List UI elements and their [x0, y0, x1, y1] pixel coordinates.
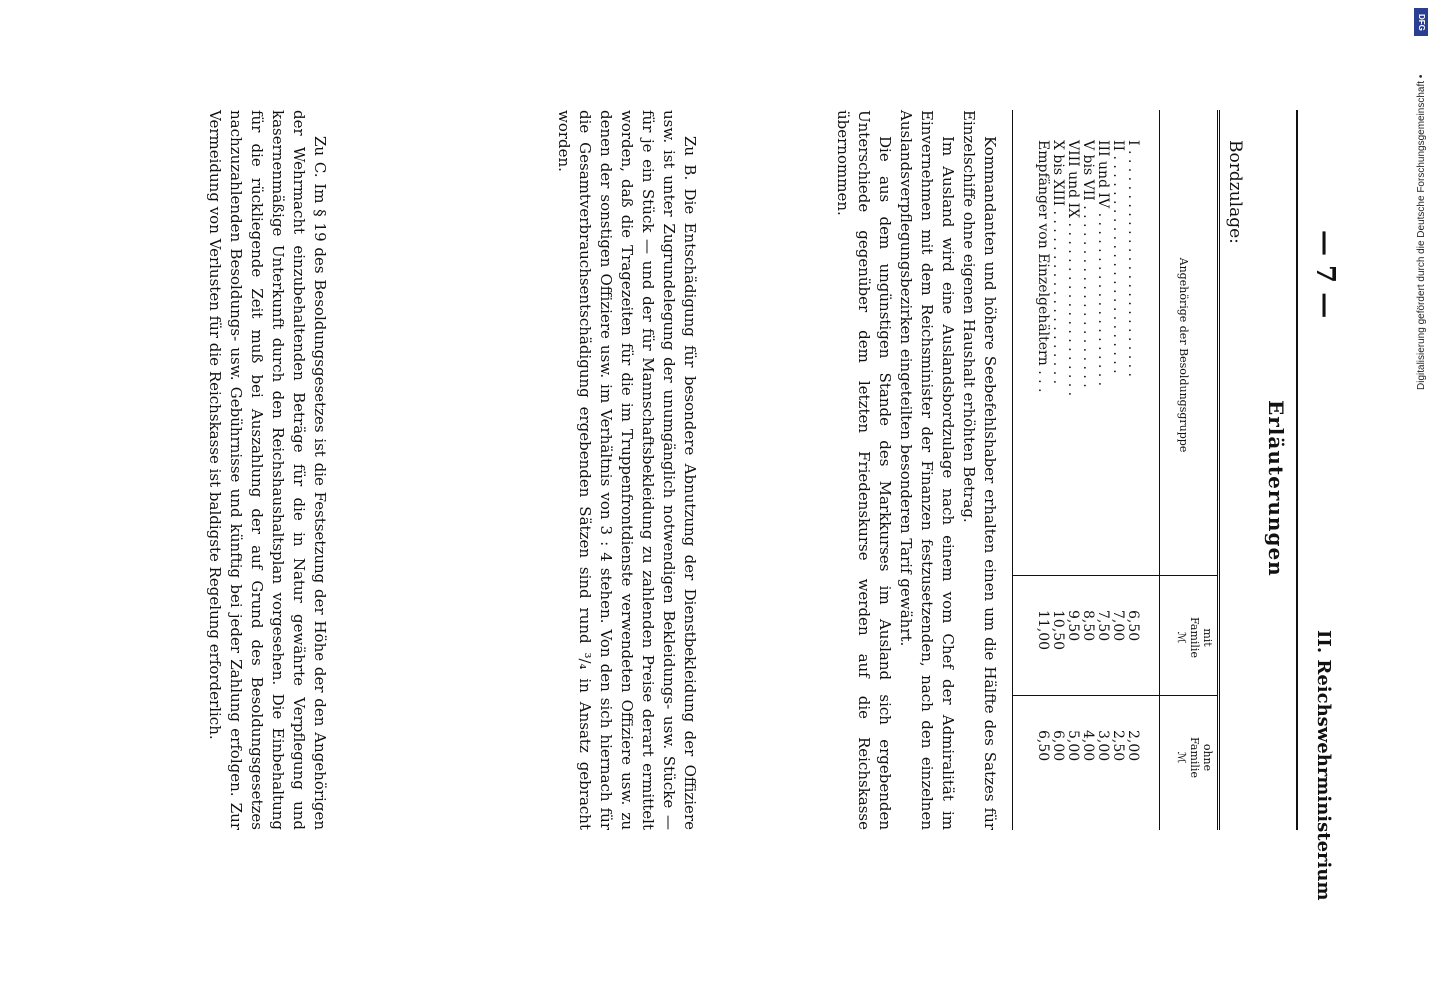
section-subheading: Bordzulage: [1225, 140, 1245, 244]
header-rule [1296, 110, 1298, 830]
row-mit: 11,00 [1035, 610, 1051, 651]
paragraph: Im Ausland wird eine Auslandsbordzulage nach einem vom Chef der Admiralität im Einvernehmen mit dem Reichsminister der Finanzen festzusetzenden, nach den einzelnen Auslandsverpflegungsbezirken eingeteilten besonderen Tarif gewährt. [897, 110, 957, 830]
row-group: III und IV . . . . . . . . . . . . . . . . . . . . [1095, 140, 1111, 387]
paragraph: Die aus dem ungünstigen Stande des Markkurses im Ausland sich ergebenden Unterschiede gegenüber dem letzten Friedenskurse werden auf die Reichskasse übernommen. [834, 110, 894, 830]
page-number: — 7 — [1310, 230, 1340, 319]
row-ohne: 2,00 [1125, 730, 1141, 762]
bordzulage-paragraphs [832, 110, 1000, 830]
row-ohne: 5,00 [1065, 730, 1081, 762]
source-credit [1414, 10, 1434, 390]
table-bottom-rule [1012, 110, 1013, 830]
paragraph-zu-b: Zu B. Die Entschädigung für besondere Abnutzung der Dienstbekleidung der Offiziere usw. ist unter Zugrundelegung der unumgänglich notwendigen Bekleidungs- usw. Stücke — für je ein Stück — und der für Mannschaftsbekleidung zu zahlenden Preise derart ermittelt worden, daß die Tragezeiten für die im Truppenfrontdienste verwendeten Offiziere usw. zu denen der sonstigen Offiziere usw. im Verhältnis von 3 : 4 stehen. Von den sich hiernach für die Gesamtverbrauchsentschädigung ergebenden Sätzen sind rund ³/₄ in Ansatz gebracht worden. [555, 110, 699, 830]
table-row [1110, 140, 1125, 830]
row-mit: 7,00 [1110, 610, 1126, 642]
bordzulage-table [1010, 110, 1220, 830]
row-mit: 9,50 [1065, 610, 1081, 642]
row-mit: 8,50 [1080, 610, 1096, 642]
page-heading: Erläuterungen [1264, 400, 1288, 577]
table-top-rule-2 [1217, 110, 1218, 830]
row-group: V bis VII . . . . . . . . . . . . . . . . . . . . . [1080, 140, 1096, 388]
row-mit: 6,50 [1125, 610, 1141, 642]
table-row [1065, 140, 1080, 830]
column-header-ohne: ohne Familie ℳ [1175, 737, 1214, 778]
row-mit: 7,50 [1095, 610, 1111, 642]
dfg-logo-icon: DFG [1414, 8, 1428, 36]
table-row [1035, 140, 1050, 830]
table-top-rule [1219, 110, 1220, 830]
section-title: II. Reichswehrministerium [1313, 630, 1334, 901]
paragraph-zu-c: Zu C. Im § 19 des Besoldungsgesetzes ist die Festsetzung der Höhe der den Angehörigen der Wehrmacht einzubehaltenden Beträge für die in Natur gewährte Verpflegung und kasernenmäßige Unterkunft durch den Reichshaushaltsplan vorgesehen. Die Einbehaltung für die rückliegende Zeit muß bei Auszahlung der auf Grund des Besoldungsgesetzes nachzuzahlenden Besoldungs- usw. Gebührnisse und künftig bei jeder Zahlung erfolgen. Zur Vermeidung von Verlusten für die Reichskasse ist baldigste Regelung erforderlich. [206, 110, 329, 830]
table-row [1125, 140, 1140, 830]
table-body [1035, 140, 1140, 830]
row-ohne: 6,50 [1035, 730, 1051, 762]
row-ohne: 4,00 [1080, 730, 1096, 762]
row-group: VIII und IX . . . . . . . . . . . . . . . . . . . . [1065, 140, 1081, 397]
row-ohne: 3,00 [1095, 730, 1111, 762]
row-ohne: 6,00 [1050, 730, 1066, 762]
header-underline [1159, 110, 1160, 830]
paragraph: Kommandanten und höhere Seebefehlshaber erhalten einen um die Hälfte des Satzes für Einzelschiffe ohne eigenen Haushalt erhöhten Betrag. [960, 110, 999, 830]
column-header-mit: mit Familie ℳ [1175, 617, 1214, 658]
table-row [1095, 140, 1110, 830]
scanned-page [110, 110, 1340, 901]
row-group: X bis XIII . . . . . . . . . . . . . . . . . . . . [1050, 140, 1066, 385]
row-ohne: 2,50 [1110, 730, 1126, 762]
row-group: Empfänger von Einzelgehältern . . . [1035, 140, 1051, 393]
column-header-group: Angehörige der Besoldungsgruppe [1177, 257, 1190, 453]
table-row [1080, 140, 1095, 830]
source-credit-text: Digitalisierung gefördert durch die Deutsche Forschungsgemeinschaft • [1416, 74, 1427, 390]
row-group: I . . . . . . . . . . . . . . . . . . . . . . . . . . [1125, 140, 1141, 377]
row-group: II . . . . . . . . . . . . . . . . . . . . . . . . . [1110, 140, 1126, 374]
row-mit: 10,50 [1050, 610, 1066, 651]
table-row [1050, 140, 1065, 830]
